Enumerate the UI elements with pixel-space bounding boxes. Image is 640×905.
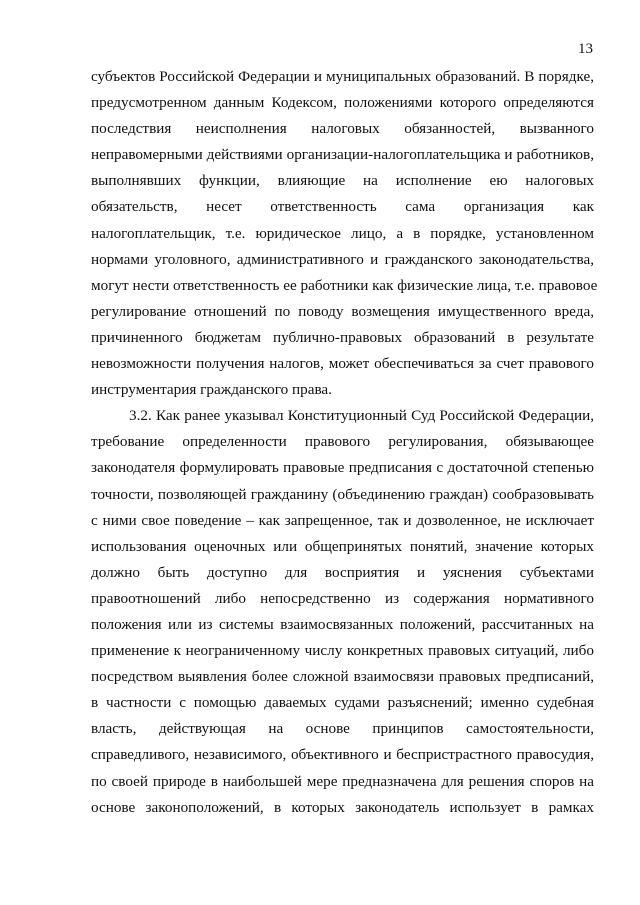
text-line: субъектов Российской Федерации и муниципальных образований. В порядке, (91, 68, 594, 85)
text-line: точности, позволяющей гражданину (объединению граждан) сообразовывать (91, 485, 594, 503)
text-line: предусмотренном данным Кодексом, положениями которого определяются (91, 94, 594, 112)
text-line: справедливого, независимого, объективного и беспристрастного правосудия, (91, 746, 594, 764)
text-line: выполнявших функции, влияющие на исполнение ею налоговых (91, 172, 594, 190)
text-line: посредством выявления более сложной взаимосвязи правовых предписаний, (91, 668, 594, 686)
text-line: по своей природе в наибольшей мере предназначена для решения споров на (91, 772, 594, 790)
text-line: требование определенности правового регулирования, обязывающее (91, 433, 594, 451)
text-line: законодателя формулировать правовые предписания с достаточной степенью (91, 459, 594, 477)
text-line: правоотношений либо непосредственно из содержания нормативного (91, 589, 594, 607)
document-body (91, 64, 598, 821)
text-line: власть, действующая на основе принципов самостоятельности, (91, 720, 594, 738)
text-line: налогоплательщик, т.е. юридическое лицо, а в порядке, установленном (91, 224, 594, 242)
text-line: последствия неисполнения налоговых обязанностей, вызванного (91, 120, 594, 138)
text-line: нормами уголовного, административного и гражданского законодательства, (91, 250, 594, 268)
text-line: инструментария гражданского права. (91, 381, 332, 399)
text-line: причиненного бюджетам публично-правовых образований в результате (91, 328, 594, 346)
text-line: основе законоположений, в которых законодатель использует в рамках (91, 798, 594, 816)
text-line: положения или из системы взаимосвязанных положений, рассчитанных на (91, 615, 594, 633)
text-line: использования оценочных или общепринятых понятий, значение которых (91, 537, 594, 555)
text-line: в частности с помощью даваемых судами разъяснений; именно судебная (91, 694, 594, 712)
text-line: неправомерными действиями организации-налогоплательщика и работников, (91, 146, 594, 164)
text-line: могут нести ответственность ее работники как физические лица, т.е. правовое (91, 276, 598, 294)
text-line: регулирование отношений по поводу возмещения имущественного вреда, (91, 302, 594, 320)
text-line: должно быть доступно для восприятия и уяснения субъектами (91, 563, 594, 581)
text-line: с ними свое поведение – как запрещенное, так и дозволенное, не исключает (91, 511, 594, 529)
text-line: 3.2. Как ранее указывал Конституционный Суд Российской Федерации, (129, 407, 594, 425)
page-number: 13 (578, 41, 593, 57)
text-line: обязательств, несет ответственность сама организация как (91, 198, 594, 216)
text-line: применение к неограниченному числу конкретных правовых ситуаций, либо (91, 642, 594, 660)
text-line: невозможности получения налогов, может обеспечиваться за счет правового (91, 355, 594, 373)
